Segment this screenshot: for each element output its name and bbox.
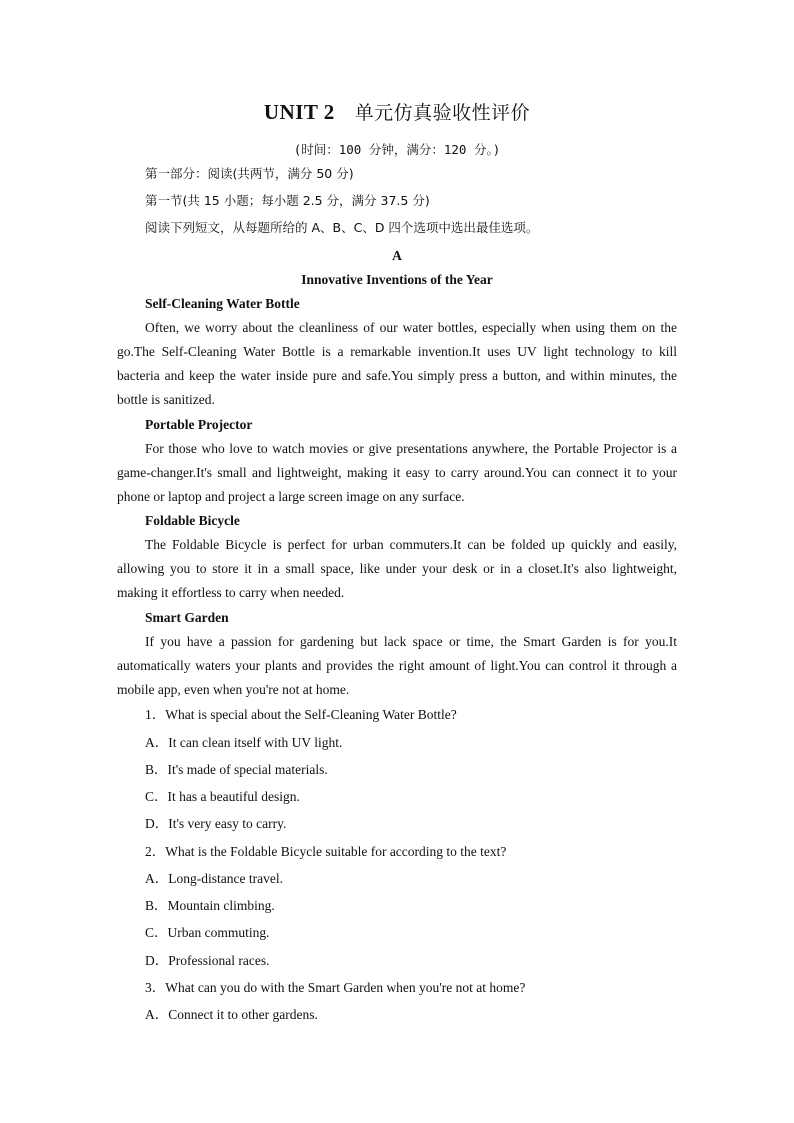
- question-1-option-a: A．It can clean itself with UV light.: [145, 735, 343, 750]
- question-2-option-c: C．Urban commuting.: [145, 925, 270, 940]
- question-2-stem: 2．What is the Foldable Bicycle suitable for according to the text?: [145, 844, 507, 859]
- question-2-option-b: B．Mountain climbing.: [145, 898, 275, 913]
- question-1-stem: 1．What is special about the Self-Cleaning Water Bottle?: [145, 707, 457, 722]
- section-heading-bicycle: Foldable Bicycle: [145, 513, 240, 528]
- passage-letter: A: [392, 248, 402, 263]
- paragraph-bottle: Often, we worry about the cleanliness of our water bottles, especially when using them on the go.The Self-Cleaning Water Bottle is a remarkable invention.It uses UV light technology to kill bacteria and keep the water inside pure and safe.You simply press a button, and within minutes, the bottle is sanitized.: [117, 320, 677, 407]
- question-1-option-c: C．It has a beautiful design.: [145, 789, 300, 804]
- part-heading: 第一部分：阅读(共两节，满分 50 分): [145, 166, 354, 181]
- question-2-option-a: A．Long-distance travel.: [145, 871, 283, 886]
- question-3-option-a: A．Connect it to other gardens.: [145, 1007, 318, 1022]
- question-1-option-d: D．It's very easy to carry.: [145, 816, 287, 831]
- time-note: (时间：100 分钟，满分：120 分。): [293, 142, 501, 157]
- page-title: [0, 98, 794, 125]
- paragraph-bicycle: The Foldable Bicycle is perfect for urban commuters.It can be folded up quickly and easily, allowing you to store it in a small space, like under your desk or in a closet.It's also lightweight, making it effortless to carry when needed.: [117, 537, 677, 600]
- passage-title: Innovative Inventions of the Year: [301, 272, 493, 287]
- question-1-option-b: B．It's made of special materials.: [145, 762, 328, 777]
- section-heading-projector: Portable Projector: [145, 417, 253, 432]
- title-chinese: 单元仿真验收性评价: [354, 102, 531, 124]
- paragraph-garden: If you have a passion for gardening but lack space or time, the Smart Garden is for you.It automatically waters your plants and provides the right amount of light.You can control it through a mobile app, even when you're not at home.: [117, 634, 677, 697]
- question-2-option-d: D．Professional races.: [145, 953, 270, 968]
- unit-label: UNIT 2: [263, 100, 335, 124]
- section-heading-bottle: Self-Cleaning Water Bottle: [145, 296, 300, 311]
- section-heading: 第一节(共 15 小题；每小题 2.5 分，满分 37.5 分): [145, 193, 430, 208]
- question-3-stem: 3．What can you do with the Smart Garden when you're not at home?: [145, 980, 526, 995]
- section-heading-garden: Smart Garden: [145, 610, 229, 625]
- directions: 阅读下列短文，从每题所给的 A、B、C、D 四个选项中选出最佳选项。: [145, 220, 539, 235]
- paragraph-projector: For those who love to watch movies or give presentations anywhere, the Portable Projector is a game-changer.It's small and lightweight, making it easy to carry around.You can connect it to your phone or laptop and project a large screen image on any surface.: [117, 441, 677, 504]
